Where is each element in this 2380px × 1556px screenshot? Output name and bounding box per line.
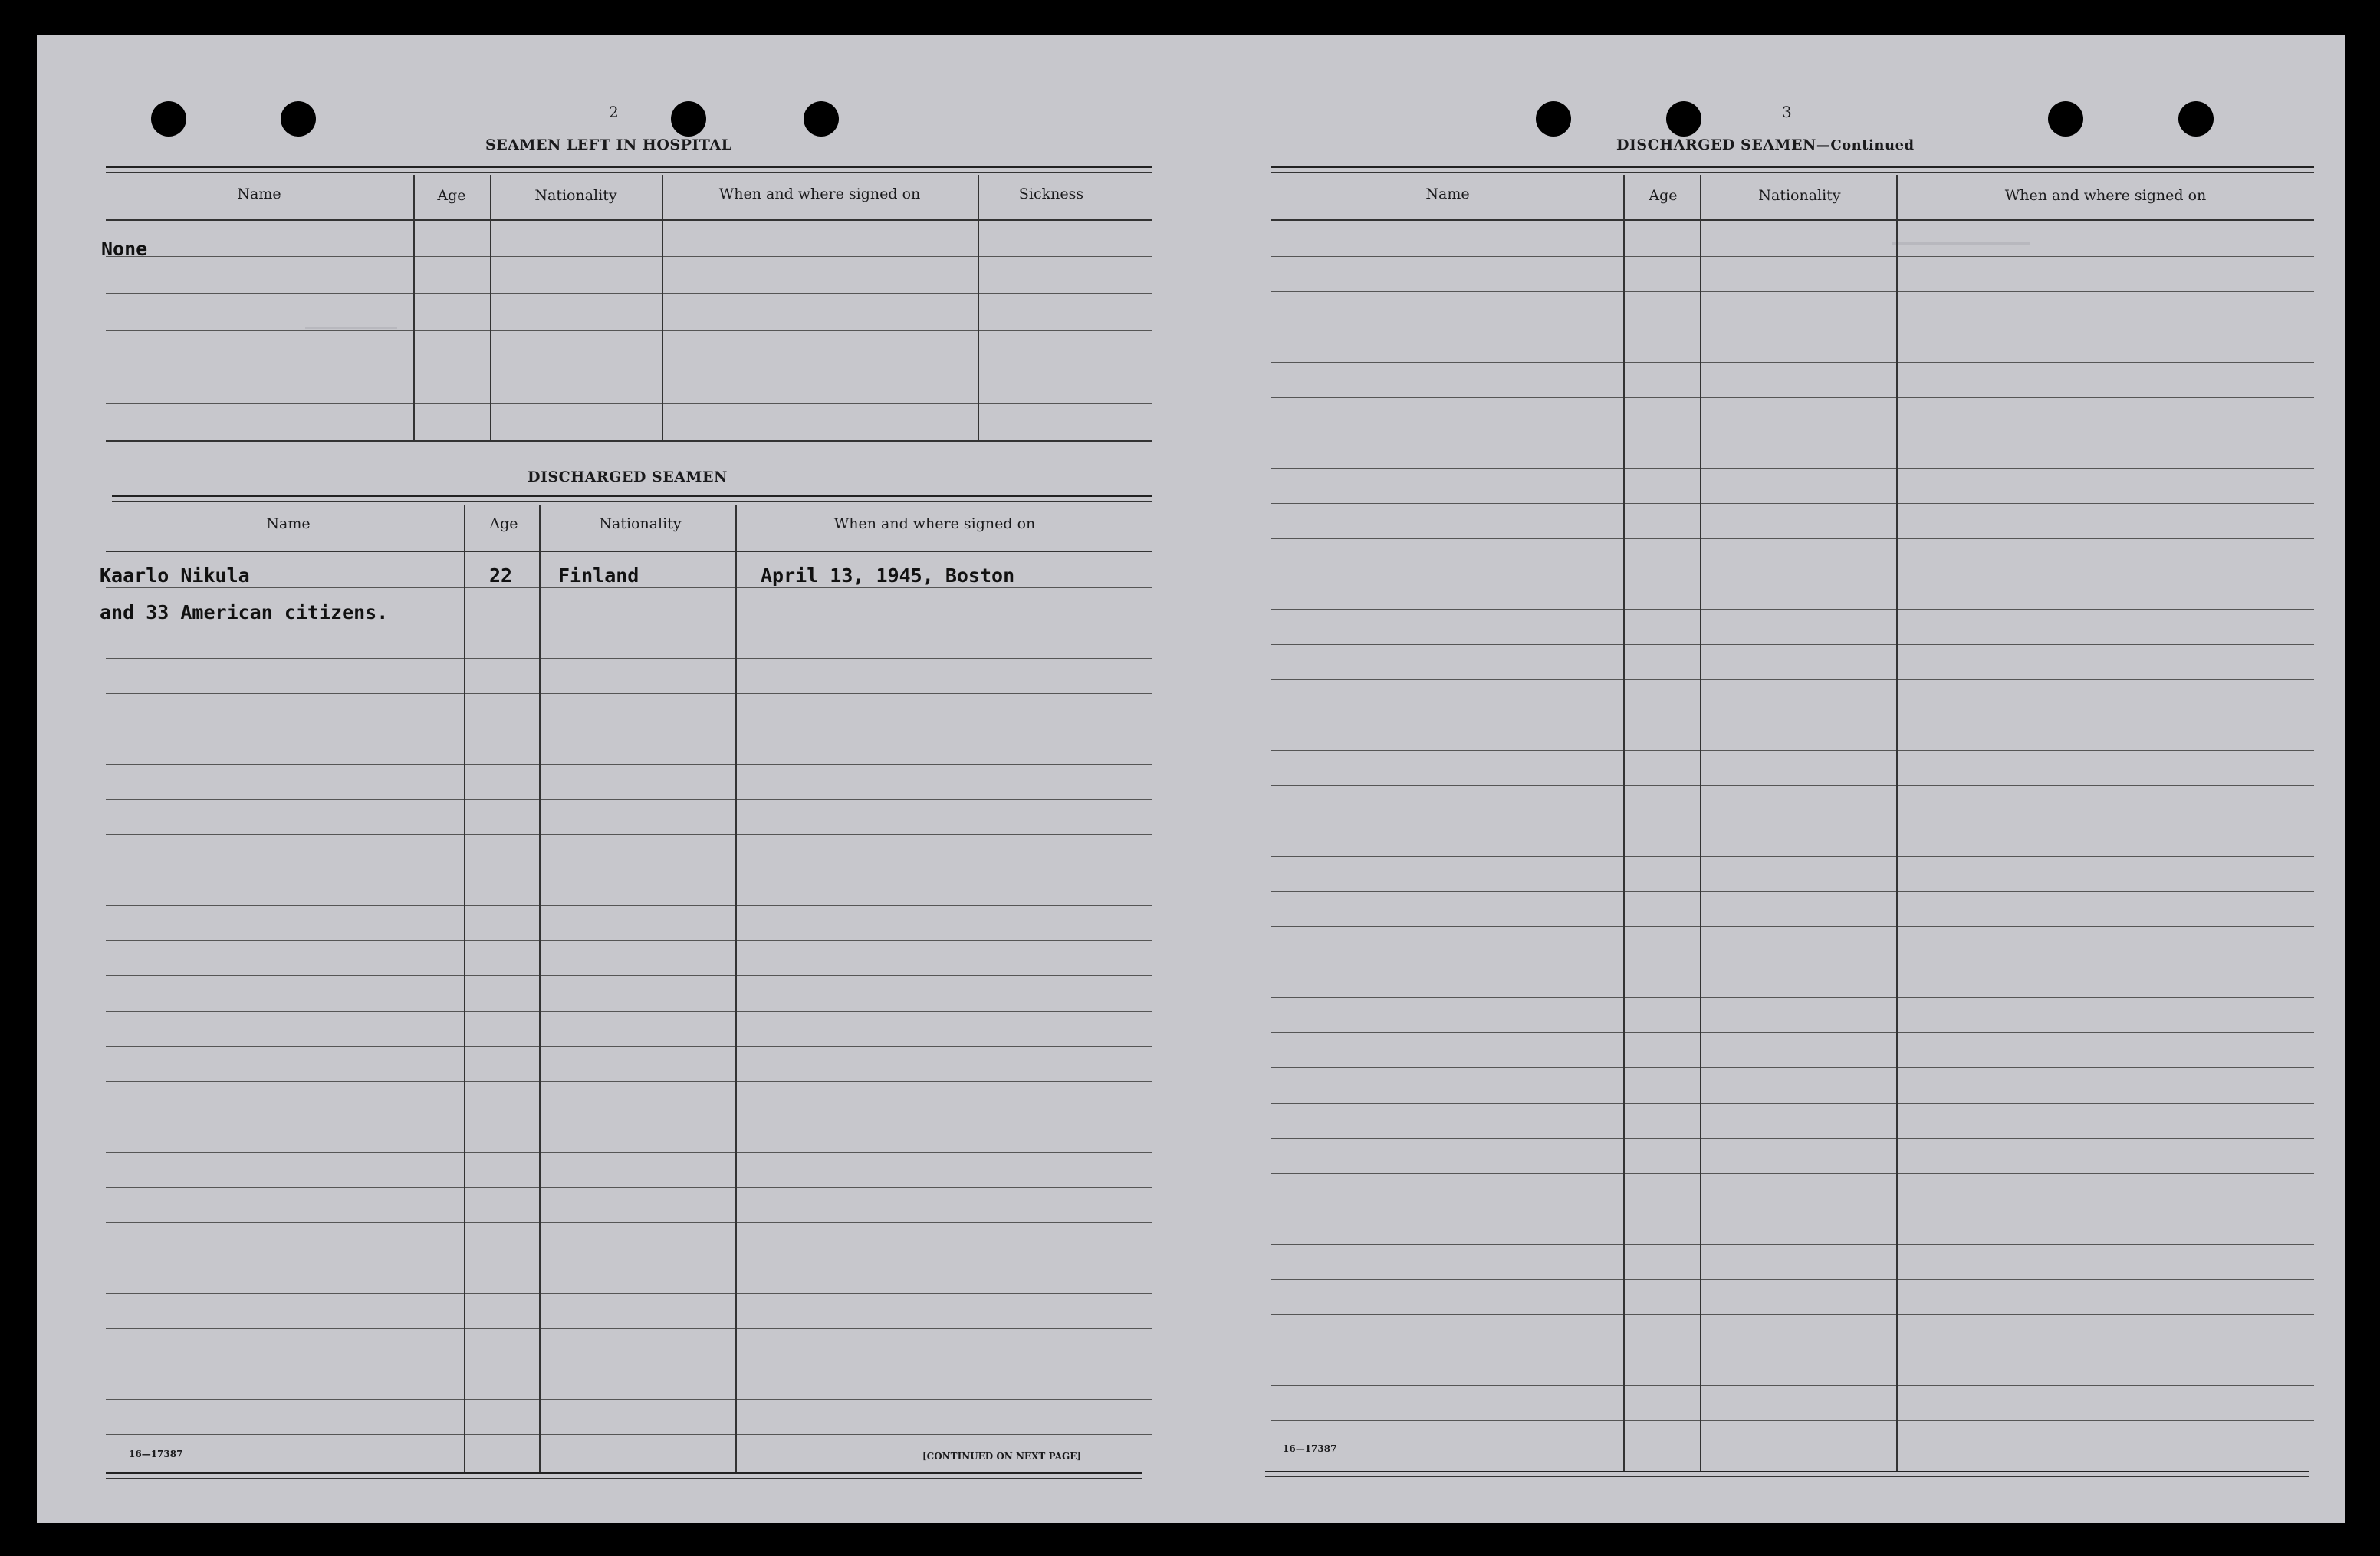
page-number-right: 3 <box>1782 103 1792 121</box>
row-line <box>106 658 1152 659</box>
punch-hole <box>804 101 839 137</box>
row-line <box>106 330 1152 331</box>
right-bottom-rule <box>1265 1471 2309 1477</box>
row-line <box>106 1328 1152 1329</box>
row-line <box>106 1081 1152 1082</box>
discharged-col-divider <box>735 505 737 1472</box>
right-heading <box>1616 137 1915 153</box>
punch-hole <box>671 101 706 137</box>
hospital-entry: None <box>101 238 148 260</box>
discharged-col-divider <box>464 505 465 1472</box>
row-line <box>106 1152 1152 1153</box>
hospital-col-sickness: Sickness <box>1018 186 1084 202</box>
row-line <box>1271 609 2314 610</box>
row-line <box>1271 1173 2314 1174</box>
hospital-col-divider <box>413 175 415 440</box>
hospital-col-name: Name <box>237 186 281 202</box>
row-line <box>106 587 1152 588</box>
punch-hole <box>281 101 316 137</box>
hospital-col-divider <box>978 175 979 440</box>
row-line <box>106 403 1152 404</box>
row-line <box>1271 1244 2314 1245</box>
hospital-col-divider <box>490 175 491 440</box>
right-header-rule <box>1271 219 2314 221</box>
bleed-through-mark <box>305 327 397 329</box>
discharged-heading: DISCHARGED SEAMEN <box>528 469 728 485</box>
discharged-row-2-name: and 33 American citizens. <box>100 601 389 623</box>
left-bottom-rule <box>106 1472 1142 1479</box>
row-line <box>106 940 1152 941</box>
right-col-nationality: Nationality <box>1758 187 1841 204</box>
right-col-name: Name <box>1425 186 1470 202</box>
row-line <box>106 1046 1152 1047</box>
discharged-row-1-nationality: Finland <box>558 564 639 587</box>
hospital-heading: SEAMEN LEFT IN HOSPITAL <box>485 137 732 153</box>
row-line <box>1271 1420 2314 1421</box>
row-line <box>1271 644 2314 645</box>
right-heading-main: DISCHARGED SEAMEN <box>1616 137 1816 153</box>
row-line <box>106 1399 1152 1400</box>
hospital-col-signed-on: When and where signed on <box>718 186 921 202</box>
bleed-through-mark <box>1892 242 2030 245</box>
row-line <box>1271 679 2314 680</box>
right-col-signed-on: When and where signed on <box>2004 187 2207 204</box>
left-form-number: 16—17387 <box>129 1449 183 1459</box>
row-line <box>1271 1385 2314 1386</box>
discharged-col-signed-on: When and where signed on <box>833 515 1036 532</box>
row-line <box>1271 997 2314 998</box>
right-form-number: 16—17387 <box>1283 1443 1337 1454</box>
row-line <box>1271 1138 2314 1139</box>
right-col-divider <box>1896 175 1898 1471</box>
row-line <box>106 693 1152 694</box>
punch-hole <box>1666 101 1701 137</box>
right-col-divider <box>1623 175 1625 1471</box>
right-col-age: Age <box>1649 187 1678 204</box>
row-line <box>106 905 1152 906</box>
document-paper <box>37 35 2345 1523</box>
row-line <box>106 1434 1152 1435</box>
row-line <box>1271 291 2314 292</box>
punch-hole <box>1536 101 1571 137</box>
discharged-col-age: Age <box>489 515 518 532</box>
row-line <box>1271 503 2314 504</box>
hospital-col-age: Age <box>437 187 466 204</box>
row-line <box>1271 468 2314 469</box>
discharged-top-rule <box>112 495 1152 502</box>
row-line <box>1271 256 2314 257</box>
discharged-row-1-age: 22 <box>489 564 513 587</box>
row-line <box>106 1293 1152 1294</box>
row-line <box>1271 1103 2314 1104</box>
hospital-bottom-rule <box>106 440 1152 442</box>
row-line <box>1271 926 2314 927</box>
discharged-header-rule <box>106 551 1152 552</box>
row-line <box>1271 538 2314 539</box>
right-col-divider <box>1700 175 1701 1471</box>
row-line <box>1271 1032 2314 1033</box>
discharged-row-1-signed-on: April 13, 1945, Boston <box>761 564 1015 587</box>
hospital-top-rule <box>106 166 1152 173</box>
row-line <box>106 1011 1152 1012</box>
punch-hole <box>2178 101 2214 137</box>
row-line <box>1271 397 2314 398</box>
row-line <box>106 1222 1152 1223</box>
discharged-col-name: Name <box>266 515 311 532</box>
right-heading-suffix: —Continued <box>1816 137 1915 153</box>
discharged-col-divider <box>539 505 541 1472</box>
row-line <box>106 834 1152 835</box>
row-line <box>106 256 1152 257</box>
punch-hole <box>151 101 186 137</box>
row-line <box>1271 1314 2314 1315</box>
row-line <box>106 799 1152 800</box>
discharged-col-nationality: Nationality <box>599 515 682 532</box>
right-top-rule <box>1271 166 2314 173</box>
hospital-col-nationality: Nationality <box>534 187 617 204</box>
continued-note: [CONTINUED ON NEXT PAGE] <box>922 1451 1082 1462</box>
row-line <box>1271 362 2314 363</box>
row-line <box>1271 750 2314 751</box>
row-line <box>106 764 1152 765</box>
page-number-left: 2 <box>609 103 619 121</box>
discharged-row-1-name: Kaarlo Nikula <box>100 564 250 587</box>
row-line <box>1271 856 2314 857</box>
row-line <box>1271 1067 2314 1068</box>
row-line <box>1271 785 2314 786</box>
row-line <box>106 1187 1152 1188</box>
punch-hole <box>2048 101 2083 137</box>
hospital-header-rule <box>106 219 1152 221</box>
hospital-col-divider <box>662 175 663 440</box>
row-line <box>106 975 1152 976</box>
row-line <box>1271 1279 2314 1280</box>
row-line <box>106 293 1152 294</box>
row-line <box>1271 891 2314 892</box>
